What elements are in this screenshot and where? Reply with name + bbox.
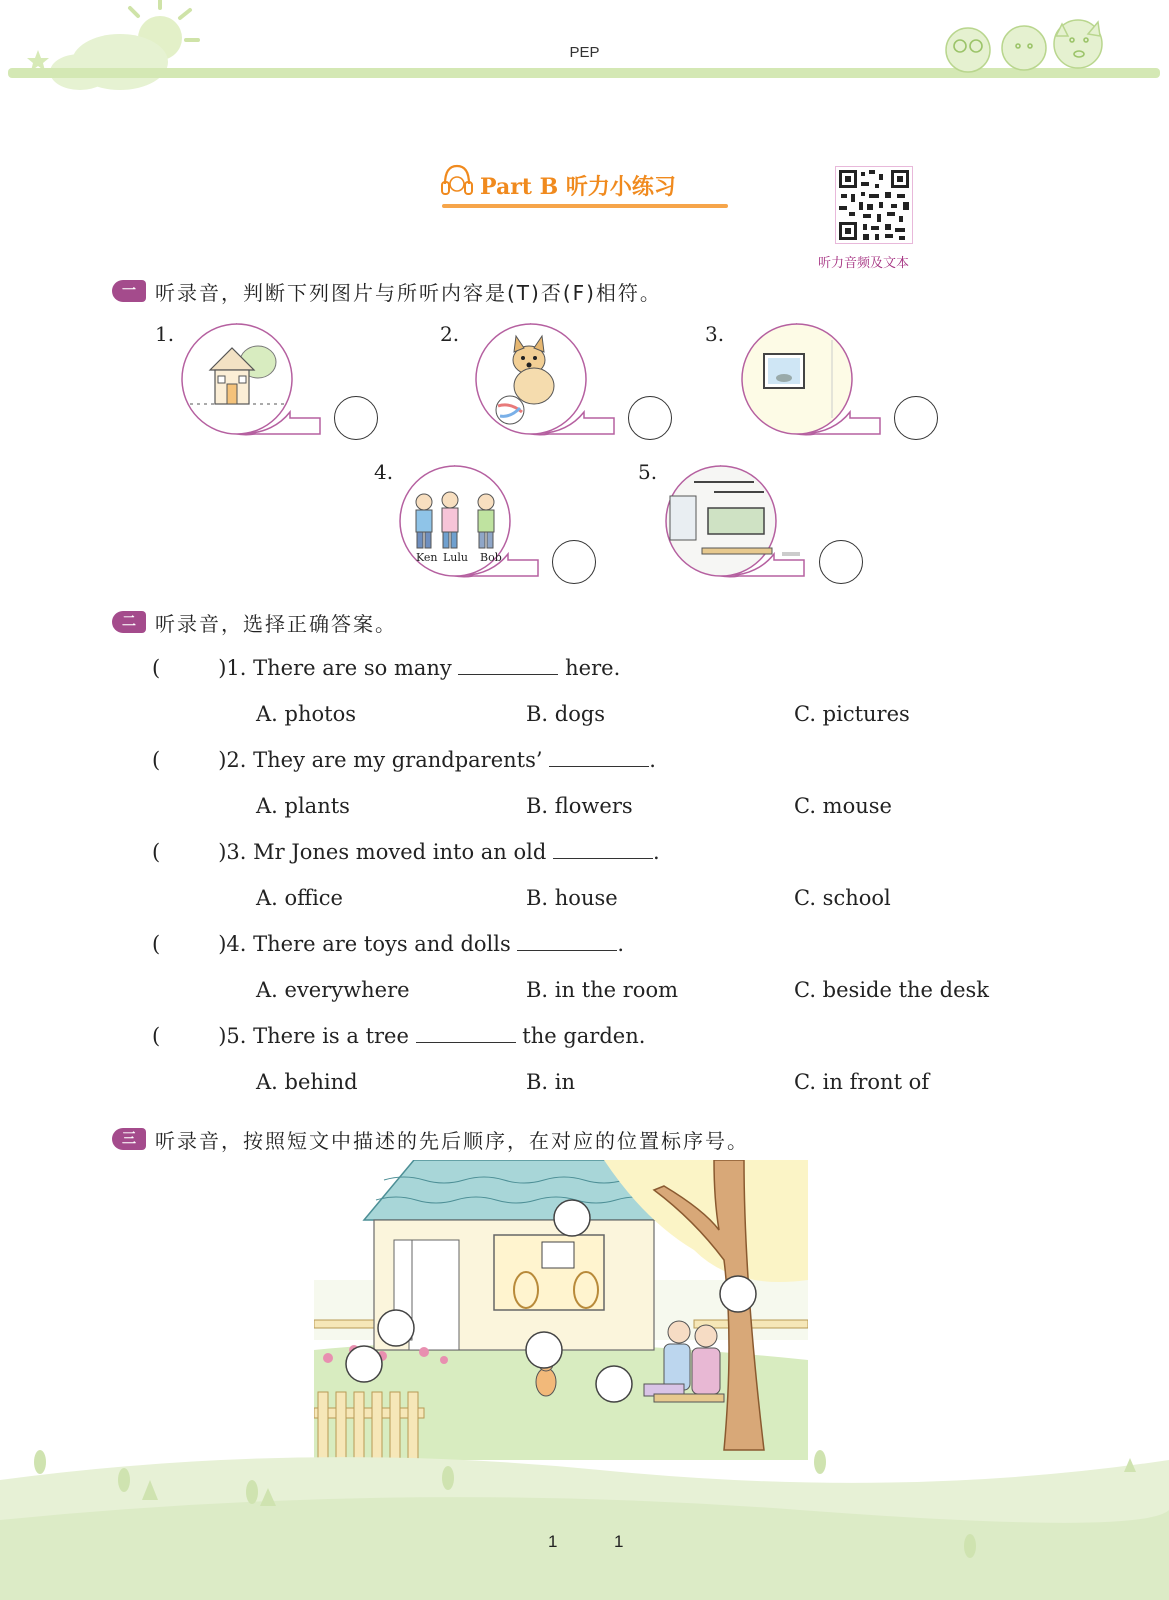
fill-blank xyxy=(553,840,653,859)
question-4 xyxy=(152,932,624,956)
option-b[interactable]: B. house xyxy=(526,886,618,910)
question-2 xyxy=(152,748,656,772)
item-2-answer-circle[interactable] xyxy=(628,396,672,440)
option-b[interactable]: B. in the room xyxy=(526,978,679,1002)
answer-paren-open[interactable]: ( xyxy=(152,1024,161,1048)
section-2-instruction: 听录音，选择正确答案。 xyxy=(155,612,397,636)
garden-scene-picture xyxy=(314,1160,808,1460)
question-text-end: here. xyxy=(558,656,621,680)
section-3-badge: 三 xyxy=(112,1128,146,1150)
item-1-picture-house xyxy=(180,322,330,440)
section-1-badge: 一 xyxy=(112,280,146,302)
item-2-picture-dog xyxy=(474,322,624,440)
fill-blank xyxy=(416,1024,516,1043)
item-2-number: 2. xyxy=(440,322,460,346)
item-4-answer-circle[interactable] xyxy=(552,540,596,584)
question-text: 1. There are so many xyxy=(226,656,459,680)
item-1-number: 1. xyxy=(155,322,175,346)
option-a[interactable]: A. office xyxy=(256,886,343,910)
answer-paren-close: ) xyxy=(218,1024,227,1048)
fill-blank xyxy=(517,932,617,951)
child-name-ken: Ken xyxy=(416,551,438,564)
footer-hills-decoration xyxy=(0,1440,1169,1600)
qr-code-icon[interactable] xyxy=(835,166,913,244)
child-name-bob: Bob xyxy=(480,551,502,564)
item-4-number: 4. xyxy=(374,460,394,484)
item-3-picture-frame xyxy=(740,322,890,440)
question-text-end: the garden. xyxy=(515,1024,646,1048)
option-c[interactable]: C. beside the desk xyxy=(794,978,990,1002)
section-2-badge: 二 xyxy=(112,611,146,633)
answer-paren-open[interactable]: ( xyxy=(152,748,161,772)
page-number-left: 1 xyxy=(548,1532,558,1551)
option-a[interactable]: A. plants xyxy=(256,794,350,818)
option-b[interactable]: B. flowers xyxy=(526,794,633,818)
option-c[interactable]: C. mouse xyxy=(794,794,892,818)
fill-blank xyxy=(458,656,558,675)
qr-caption: 听力音频及文本 xyxy=(818,256,910,271)
question-3 xyxy=(152,840,660,864)
question-text-end: . xyxy=(617,932,625,956)
question-text-end: . xyxy=(652,840,660,864)
header-cartoon-animals-decoration xyxy=(938,14,1118,74)
title-underline xyxy=(442,204,728,208)
section-3-instruction: 听录音，按照短文中描述的先后顺序，在对应的位置标序号。 xyxy=(155,1129,749,1153)
question-text: 5. There is a tree xyxy=(226,1024,416,1048)
item-5-number: 5. xyxy=(638,460,658,484)
headphones-icon xyxy=(440,162,474,202)
option-c[interactable]: C. pictures xyxy=(794,702,910,726)
answer-paren-open[interactable]: ( xyxy=(152,840,161,864)
item-1-answer-circle[interactable] xyxy=(334,396,378,440)
option-c[interactable]: C. in front of xyxy=(794,1070,930,1094)
child-name-lulu: Lulu xyxy=(443,551,468,564)
question-text-end: . xyxy=(649,748,656,772)
answer-paren-open[interactable]: ( xyxy=(152,656,161,680)
item-3-answer-circle[interactable] xyxy=(894,396,938,440)
part-title-text: Part B 听力小练习 xyxy=(480,174,676,200)
option-a[interactable]: A. everywhere xyxy=(256,978,410,1002)
item-4-picture-children xyxy=(398,464,540,582)
item-5-picture-classroom xyxy=(664,464,814,582)
item-5-answer-circle[interactable] xyxy=(819,540,863,584)
answer-paren-close: ) xyxy=(218,840,227,864)
header-label: PEP xyxy=(569,44,600,61)
option-b[interactable]: B. in xyxy=(526,1070,576,1094)
item-3-number: 3. xyxy=(705,322,725,346)
section-1-instruction: 听录音，判断下列图片与所听内容是(T)否(F)相符。 xyxy=(155,281,662,305)
option-a[interactable]: A. behind xyxy=(256,1070,358,1094)
option-b[interactable]: B. dogs xyxy=(526,702,606,726)
option-a[interactable]: A. photos xyxy=(256,702,356,726)
answer-paren-open[interactable]: ( xyxy=(152,932,161,956)
page-number-right: 1 xyxy=(614,1532,624,1551)
question-1 xyxy=(152,656,620,680)
question-text: 3. Mr Jones moved into an old xyxy=(226,840,553,864)
question-text: 2. They are my grandparents’ xyxy=(226,748,550,772)
question-5 xyxy=(152,1024,645,1048)
fill-blank xyxy=(549,748,649,767)
answer-paren-close: ) xyxy=(218,932,227,956)
part-title xyxy=(440,162,740,212)
question-text: 4. There are toys and dolls xyxy=(226,932,518,956)
option-c[interactable]: C. school xyxy=(794,886,891,910)
answer-paren-close: ) xyxy=(218,656,227,680)
answer-paren-close: ) xyxy=(218,748,227,772)
